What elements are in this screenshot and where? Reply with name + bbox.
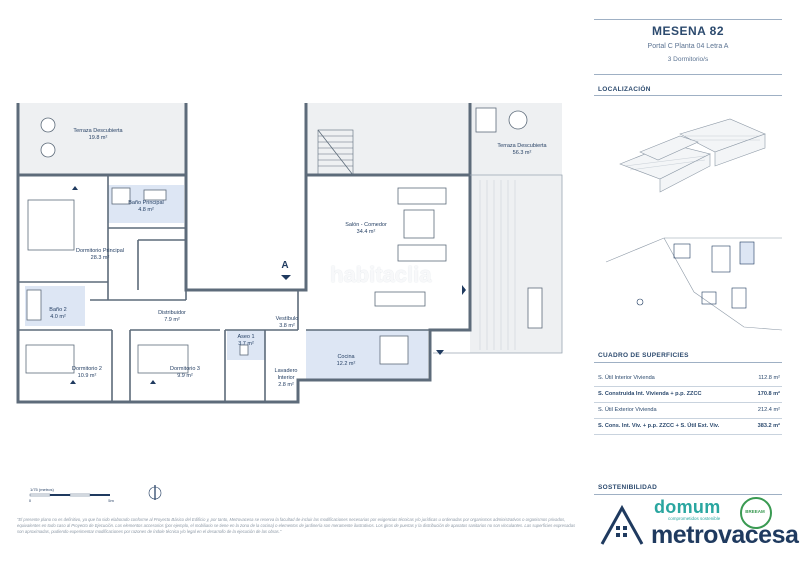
room-terraza-2: Terraza Descubierta 56.3 m² (497, 143, 547, 156)
disclaimer: "El presente plano no es definitivo, ya que ha sido elaborado conforme al Proyecto Básico del Edificio y, por tanto, Metrovacesa se reserva la facultad de incluir las modificaciones necesarias por exigencias técnicas y/o jurídicas u ordenadas por organismos administrativos o organismos privados, equivalentes en todo caso al Proyecto de Ejecución. Los elementos accesorios (por ejemplo, el mobiliario se tiene en la zona de la cocina) o elementos de jardinería son meramente ilustrativos. Los giros de puertas y la distribución de aparatos sanitarios no son vinculantes. Las superficies expresadas son aproximadas, pudiendo experimentar modificaciones por razones de índole técnica y/o legal en el desarrollo de la ejecución de las obras." (17, 517, 576, 534)
metrovacesa-house-icon (600, 500, 644, 546)
divider (594, 494, 782, 495)
divider (594, 95, 782, 96)
room-cocina: Cocina 12.2 m² (336, 354, 356, 367)
sustainability-title: SOSTENIBILIDAD (598, 484, 658, 491)
metrovacesa-logo: metrovacesa (651, 521, 799, 549)
location-title: LOCALIZACIÓN (598, 86, 651, 93)
divider (594, 362, 782, 363)
domum-tagline: comprometidos sostenible (668, 516, 721, 521)
unit-subtitle: Portal C Planta 04 Letra A (647, 43, 729, 50)
breeam-label: BREEAM (745, 509, 765, 514)
scale-label: 1/75 (metros) (30, 487, 54, 492)
room-bano-principal: Baño Principal 4.8 m² (128, 200, 164, 213)
entrance-marker: A (281, 260, 289, 271)
room-distribuidor: Distribuidor 7.9 m² (158, 310, 186, 323)
info-panel: MESENA 82 Portal C Planta 04 Letra A 3 Dormitorio/s LOCALIZACIÓN CUADRO DE SUPERFICIES S. Útil Interior Vivienda 112.8 m² S. Construida Int. Vivienda + p.p. ZZCC 170.8 m² S. Útil Exterior Vivienda 212.4 m² S. Cons. Int. Viv. + p.p. ZZCC + S. Útil Ext. Viv. 383.2 m² SOSTENIBILIDAD (594, 0, 794, 564)
surfaces-title: CUADRO DE SUPERFICIES (598, 352, 689, 359)
divider (594, 434, 782, 435)
site-plan (604, 232, 782, 334)
bedroom-count: 3 Dormitorio/s (667, 56, 709, 63)
room-aseo: Aseo 1 3.7 m² (237, 334, 255, 347)
divider (594, 418, 782, 419)
domum-logo: domum (654, 497, 721, 517)
scale-tick-end: 5m (108, 498, 114, 503)
scale-tick-start: 0 (28, 498, 32, 503)
watermark: habitaclia (330, 262, 432, 287)
building-render (600, 104, 780, 196)
project-title: MESENA 82 (651, 24, 725, 38)
room-lavadero: Lavadero Interior 2.8 m² (274, 368, 298, 388)
room-terraza-1: Terraza Descubierta 19.8 m² (73, 128, 123, 141)
room-salon: Salón - Comedor 34.4 m² (345, 222, 387, 235)
divider (594, 402, 782, 403)
room-dormitorio-2: Dormitorio 2 10.9 m² (72, 366, 102, 379)
room-vestibulo: Vestíbulo 3.8 m² (275, 316, 299, 329)
divider (594, 386, 782, 387)
header-box (594, 19, 782, 75)
room-dormitorio-3: Dormitorio 3 9.9 m² (170, 366, 200, 379)
room-bano-2: Baño 2 4.0 m² (49, 307, 67, 320)
room-dormitorio-principal: Dormitorio Principal 28.3 m² (76, 248, 124, 261)
